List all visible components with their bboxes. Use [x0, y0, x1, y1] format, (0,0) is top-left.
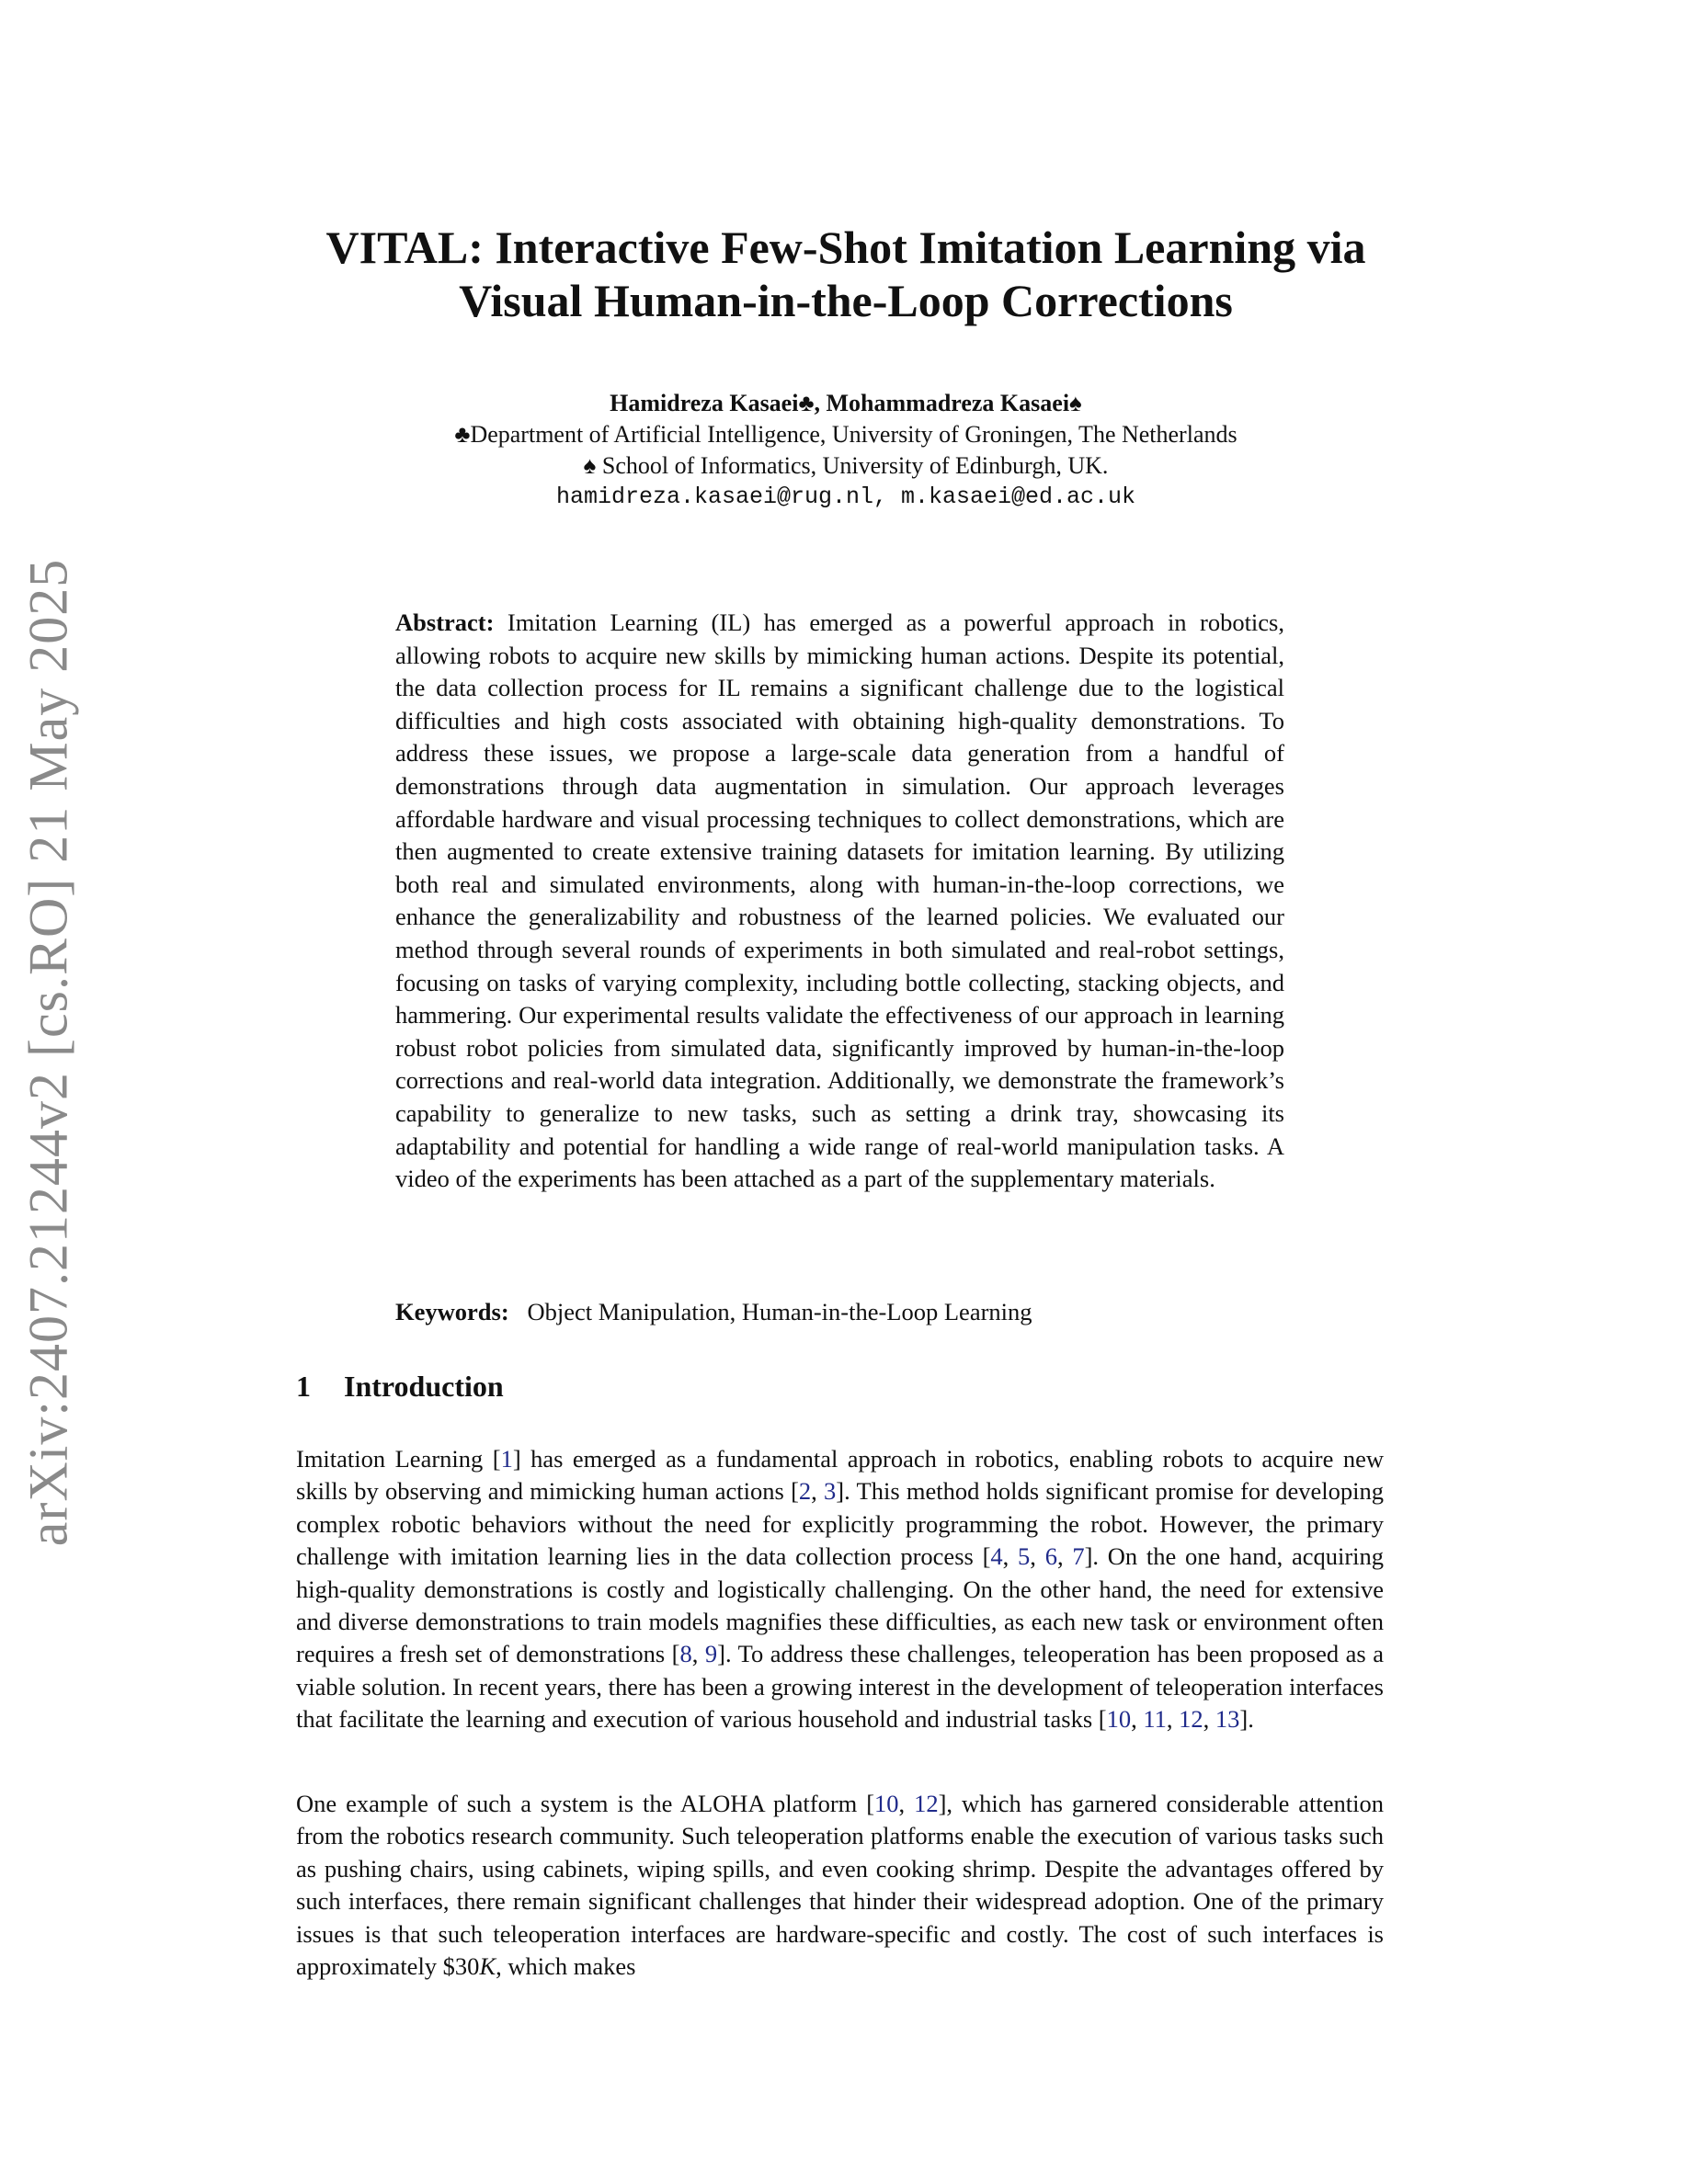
arxiv-sidebar-stamp: [17, 556, 81, 1549]
text-run: ,: [1030, 1542, 1045, 1571]
title-line-1: VITAL: Interactive Few-Shot Imitation Learning via: [325, 222, 1366, 273]
text-run: ,: [691, 1640, 705, 1668]
arxiv-identifier: arXiv:2407.21244v2 [cs.RO] 21 May 2025: [17, 558, 79, 1547]
affiliation-edinburgh: ♠ School of Informatics, University of Edinburgh, UK.: [583, 452, 1109, 479]
text-run: ,: [1203, 1705, 1215, 1734]
text-run: ], which has garnered considerable attention from the robotics research community. Such teleoperation platforms enable the execution of various tasks such as pushing chairs, using cabinets, wiping spills, and even cooking shrimp. Despite the advantages offered by such interfaces, there remain significant challenges that hinder their widespread adoption. One of the primary issues is that such teleoperation interfaces are hardware-specific and costly. The cost of such interfaces is approximately $30: [296, 1790, 1385, 1981]
keywords-label: Keywords:: [395, 1298, 509, 1325]
keywords: [395, 1296, 1284, 1328]
citation-link[interactable]: 6: [1044, 1542, 1057, 1571]
text-run: ].: [1239, 1705, 1254, 1734]
abstract-text: Imitation Learning (IL) has emerged as a powerful approach in robotics, allowing robots to acquire new skills by mimicking human actions. Despite its potential, the data collection process for IL remains a significant challenge due to the logistical difficulties and high costs associated with obtaining high-quality demonstrations. To address these issues, we propose a large-scale data generation from a handful of demonstrations through data augmentation in simulation. Our approach leverages affordable hardware and visual processing techniques to collect demonstrations, which are then augmented to create extensive training datasets for imitation learning. By utilizing both real and simulated environments, along with human-in-the-loop corrections, we enhance the generalizability and robustness of the learned policies. We evaluated our method through several rounds of experiments in both simulated and real-robot settings, focusing on tasks of varying complexity, including bottle collecting, stacking objects, and hammering. Our experimental results validate the effectiveness of our approach in learning robust robot policies from simulated data, significantly improved by human-in-the-loop corrections and real-world data integration. Additionally, we demonstrate the framework’s capability to generalize to new tasks, such as setting a drink tray, showcasing its adaptability and potential for handling a wide range of real-world manipulation tasks. A video of the experiments has been attached as a part of the supplementary materials.: [395, 609, 1284, 1193]
citation-link[interactable]: 10: [1106, 1705, 1132, 1734]
section-title: Introduction: [344, 1370, 504, 1403]
author-block: [368, 388, 1324, 513]
citation-link[interactable]: 1: [500, 1445, 513, 1473]
citation-link[interactable]: 9: [704, 1640, 718, 1668]
text-run: Imitation Learning [: [296, 1445, 501, 1473]
affiliation-groningen: ♣Department of Artificial Intelligence, University of Groningen, The Netherlands: [454, 421, 1237, 448]
citation-link[interactable]: 10: [874, 1790, 899, 1817]
text-run: ]. This method holds significant promise for developing complex robotic behaviors without the need for explicitly programming the robot. However, the primary challenge with imitation learning lies in the data collection process [: [296, 1477, 1385, 1571]
citation-link[interactable]: 2: [798, 1477, 812, 1506]
citation-link[interactable]: 7: [1072, 1542, 1085, 1571]
text-run: ,: [1166, 1705, 1180, 1734]
text-run: ]. On the one hand, acquiring high-quality demonstrations is costly and logistically challenging. On the other hand, the need for extensive and diverse demonstrations to train models magnifies these difficulties, as each new task or environment often requires a fresh set of demonstrations [: [296, 1542, 1385, 1668]
citation-link[interactable]: 3: [824, 1477, 837, 1506]
section-heading-introduction: [296, 1370, 504, 1404]
paper-title: [276, 221, 1416, 327]
author-emails: hamidreza.kasaei@rug.nl, m.kasaei@ed.ac.uk: [555, 483, 1136, 510]
math-k: K: [479, 1952, 496, 1981]
section-number: 1: [296, 1370, 311, 1403]
citation-link[interactable]: 5: [1018, 1542, 1031, 1571]
title-line-2: Visual Human-in-the-Loop Corrections: [459, 275, 1233, 326]
author-names: Hamidreza Kasaei♣, Mohammadreza Kasaei♠: [610, 390, 1082, 416]
citation-link[interactable]: 11: [1143, 1705, 1167, 1734]
abstract-label: Abstract:: [395, 609, 495, 636]
text-run: , which makes: [496, 1952, 636, 1981]
intro-paragraph-2: [296, 1788, 1384, 1983]
text-run: ,: [1056, 1542, 1073, 1571]
text-run: ,: [898, 1790, 915, 1817]
text-run: ,: [1131, 1705, 1144, 1734]
citation-link[interactable]: 12: [1179, 1705, 1203, 1734]
keywords-text: Object Manipulation, Human-in-the-Loop Learning: [527, 1298, 1032, 1325]
text-run: ,: [1002, 1542, 1019, 1571]
abstract: [395, 607, 1284, 1196]
citation-link[interactable]: 12: [914, 1790, 939, 1817]
intro-paragraph-1: [296, 1443, 1384, 1736]
text-run: ]. To address these challenges, teleoperation has been proposed as a viable solution. In recent years, there has been a growing interest in the development of teleoperation interfaces that facilitate the learning and execution of various household and industrial tasks [: [296, 1640, 1384, 1734]
citation-link[interactable]: 13: [1215, 1705, 1240, 1734]
citation-link[interactable]: 4: [990, 1542, 1003, 1571]
text-run: ,: [811, 1477, 825, 1506]
text-run: ] has emerged as a fundamental approach in robotics, enabling robots to acquire new skills by observing and mimicking human actions [: [296, 1445, 1385, 1506]
text-run: One example of such a system is the ALOHA platform [: [296, 1790, 875, 1817]
citation-link[interactable]: 8: [679, 1640, 692, 1668]
